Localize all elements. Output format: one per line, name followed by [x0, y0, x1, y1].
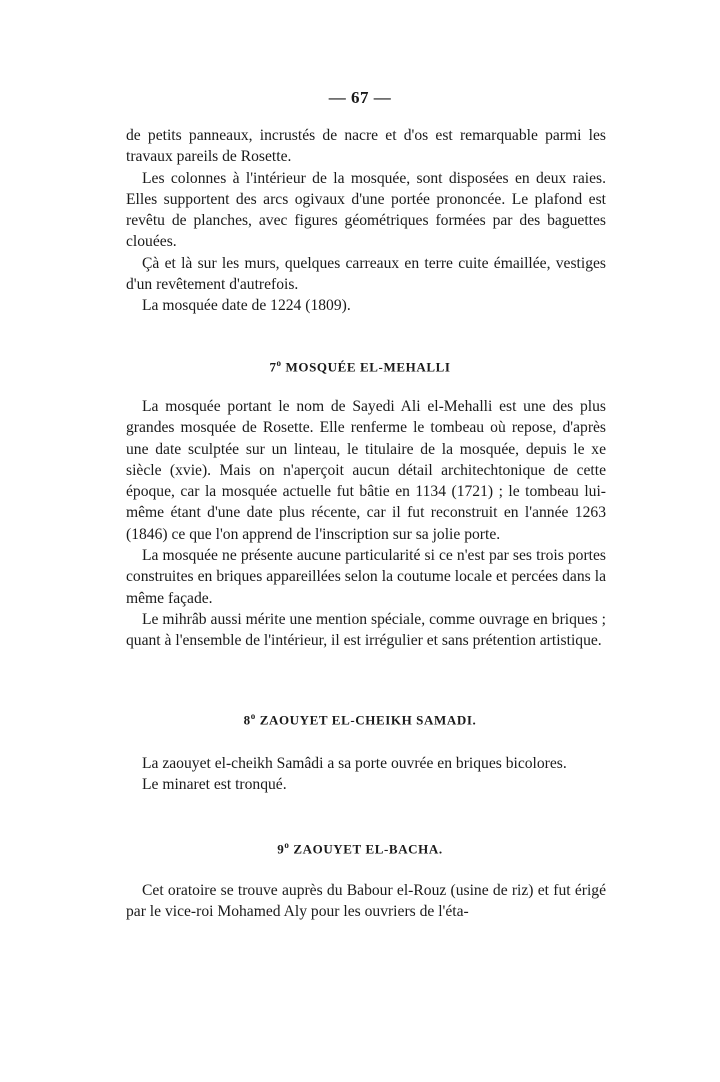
paragraph: Çà et là sur les murs, quelques carreaux en terre cuite émaillée, vestiges d'un revêtement d'autrefois.: [126, 254, 606, 294]
section-7-text-block: [126, 396, 606, 652]
page-number: — 67 —: [328, 88, 392, 107]
section-title: ZAOUYET EL-CHEIKH SAMADI.: [259, 712, 477, 728]
paragraph: de petits panneaux, incrustés de nacre et d'os est remarquable parmi les travaux pareils de Rosette.: [126, 127, 606, 166]
section-heading-9: [0, 840, 720, 857]
section-number: 9: [277, 841, 285, 857]
section-number: 8: [243, 712, 251, 728]
intro-text-block: [126, 125, 606, 317]
section-title: ZAOUYET EL-BACHA.: [293, 841, 443, 857]
section-9-text-block: [126, 880, 606, 923]
section-heading-8: [0, 711, 720, 728]
paragraph: La mosquée date de 1224 (1809).: [142, 297, 351, 315]
section-title: MOSQUÉE EL-MEHALLI: [285, 359, 451, 375]
section-number-suffix: o: [276, 358, 282, 368]
paragraph: La mosquée portant le nom de Sayedi Ali el-Mehalli est une des plus grandes mosquée de Rosette. Elle renferme le tombeau où repose, d'après une date sculptée sur un linteau, le titulaire de la mosquée, depuis le xe siècle (xvie). Mais on n'aperçoit aucun détail architechtonique de cette époque, car la mosquée actuelle fut bâtie en 1134 (1721) ; le tombeau lui-même étant d'une date plus récente, car il fut reconstruit en l'année 1263 (1846) ce que l'on apprend de l'inscription sur sa jolie porte.: [126, 398, 606, 543]
paragraph: La mosquée ne présente aucune particularité si ce n'est par ses trois portes construites en briques appareillées selon la coutume locale et percées dans la même façade.: [126, 547, 606, 607]
section-number: 7: [269, 359, 277, 375]
section-heading-7: [0, 358, 720, 375]
section-number-suffix: o: [284, 840, 290, 850]
paragraph: La zaouyet el-cheikh Samâdi a sa porte ouvrée en briques bicolores.: [142, 755, 567, 772]
paragraph: Les colonnes à l'intérieur de la mosquée, sont disposées en deux raies. Elles supportent des arcs ogivaux d'une portée prononcée. Le plafond est revêtu de planches, avec figures géométriques formées par des baguettes clouées.: [126, 169, 606, 251]
paragraph: Le minaret est tronqué.: [142, 776, 287, 794]
paragraph: Le mihrâb aussi mérite une mention spéciale, comme ouvrage en briques ; quant à l'ensemble de l'intérieur, il est irrégulier et sans prétention artistique.: [126, 610, 606, 650]
section-8-text-block: [126, 753, 606, 796]
section-number-suffix: o: [250, 711, 256, 721]
paragraph: Cet oratoire se trouve auprès du Babour el-Rouz (usine de riz) et fut érigé par le vice-roi Mohamed Aly pour les ouvriers de l'éta-: [126, 882, 606, 921]
